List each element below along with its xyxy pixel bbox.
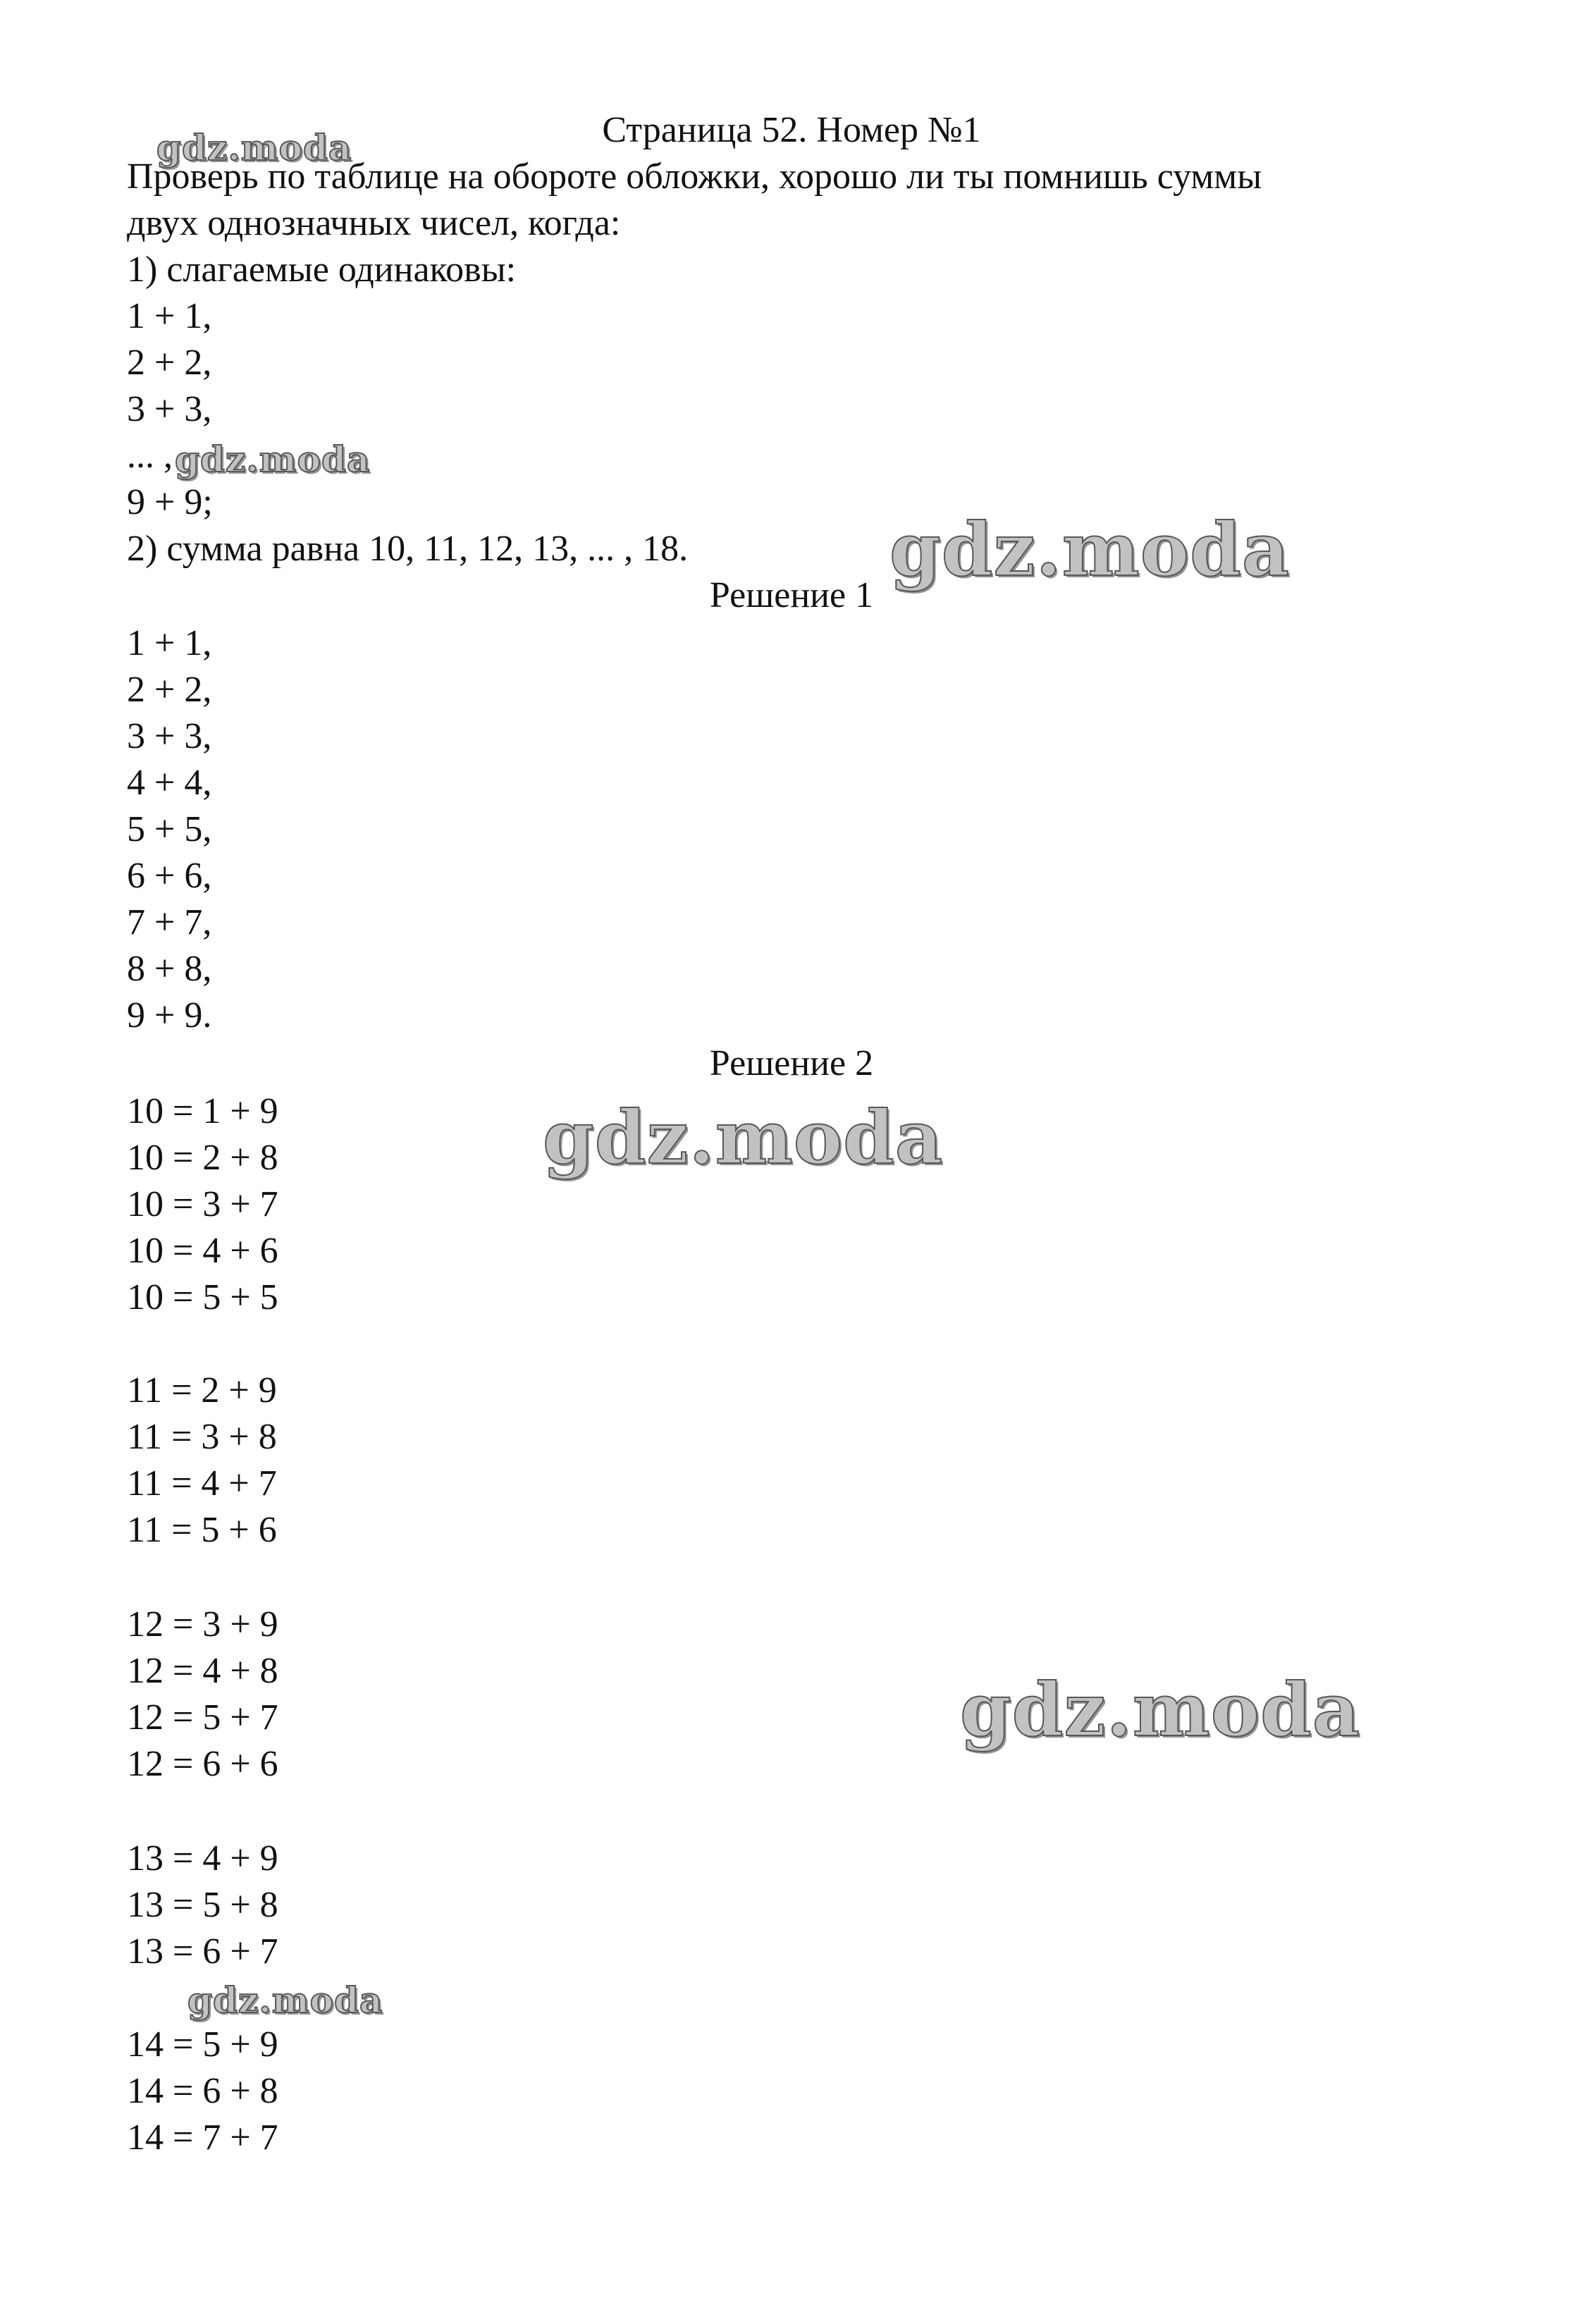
task-line: 1) слагаемые одинаковы: [127, 250, 517, 290]
watermark: gdz.moda [543, 1094, 944, 1181]
solution-1-line: 7 + 7, [127, 902, 212, 942]
solution-2-line: 10 = 4 + 6 [127, 1231, 278, 1271]
solution-2-line: 13 = 4 + 9 [127, 1838, 278, 1879]
solution-2-line: 12 = 3 + 9 [127, 1604, 278, 1644]
solution-1-line: 1 + 1, [127, 623, 212, 663]
task-line: Проверь по таблице на обороте обложки, хорошо ли ты помнишь суммы [127, 156, 1262, 197]
solution-1-line: 4 + 4, [127, 763, 212, 803]
solution-1-line: 8 + 8, [127, 949, 212, 989]
solution-2-line: 10 = 5 + 5 [127, 1277, 278, 1317]
solution-2-line: 13 = 5 + 8 [127, 1885, 278, 1925]
watermark: gdz.moda [156, 127, 352, 168]
watermark: gdz.moda [960, 1666, 1361, 1753]
task-line: ... , [127, 436, 173, 476]
solution-1-line: 2 + 2, [127, 670, 212, 710]
solution-2-line: 10 = 3 + 7 [127, 1184, 278, 1224]
solution-2-line: 11 = 4 + 7 [127, 1463, 277, 1504]
task-line: 2) сумма равна 10, 11, 12, 13, ... , 18. [127, 529, 689, 569]
solution-1-line: 9 + 9. [127, 995, 212, 1035]
solution-2-line: 11 = 2 + 9 [127, 1370, 277, 1410]
solution-1-heading: Решение 1 [709, 575, 874, 615]
solution-2-line: 14 = 5 + 9 [127, 2024, 278, 2065]
watermark: gdz.moda [175, 438, 371, 480]
task-line: 9 + 9; [127, 482, 213, 522]
solution-2-line: 12 = 4 + 8 [127, 1651, 278, 1691]
task-line: 3 + 3, [127, 389, 212, 429]
solution-2-line: 11 = 5 + 6 [127, 1510, 277, 1550]
page-title: Страница 52. Номер №1 [602, 110, 981, 150]
solution-2-line: 14 = 6 + 8 [127, 2071, 278, 2111]
watermark: gdz.moda [187, 1979, 383, 2021]
watermark: gdz.moda [889, 506, 1291, 593]
task-line: 2 + 2, [127, 343, 212, 383]
solution-1-line: 3 + 3, [127, 716, 212, 756]
solution-2-line: 10 = 1 + 9 [127, 1091, 278, 1131]
solution-2-line: 13 = 6 + 7 [127, 1931, 278, 1972]
solution-1-line: 6 + 6, [127, 856, 212, 896]
solution-2-heading: Решение 2 [709, 1043, 874, 1083]
solution-2-line: 11 = 3 + 8 [127, 1417, 277, 1457]
solution-2-line: 10 = 2 + 8 [127, 1138, 278, 1178]
solution-2-line: 12 = 6 + 6 [127, 1744, 278, 1784]
task-line: 1 + 1, [127, 296, 212, 336]
solution-1-line: 5 + 5, [127, 809, 212, 849]
solution-2-line: 14 = 7 + 7 [127, 2117, 278, 2158]
solution-2-line: 12 = 5 + 7 [127, 1697, 278, 1738]
task-line: двух однозначных чисел, когда: [127, 203, 621, 243]
